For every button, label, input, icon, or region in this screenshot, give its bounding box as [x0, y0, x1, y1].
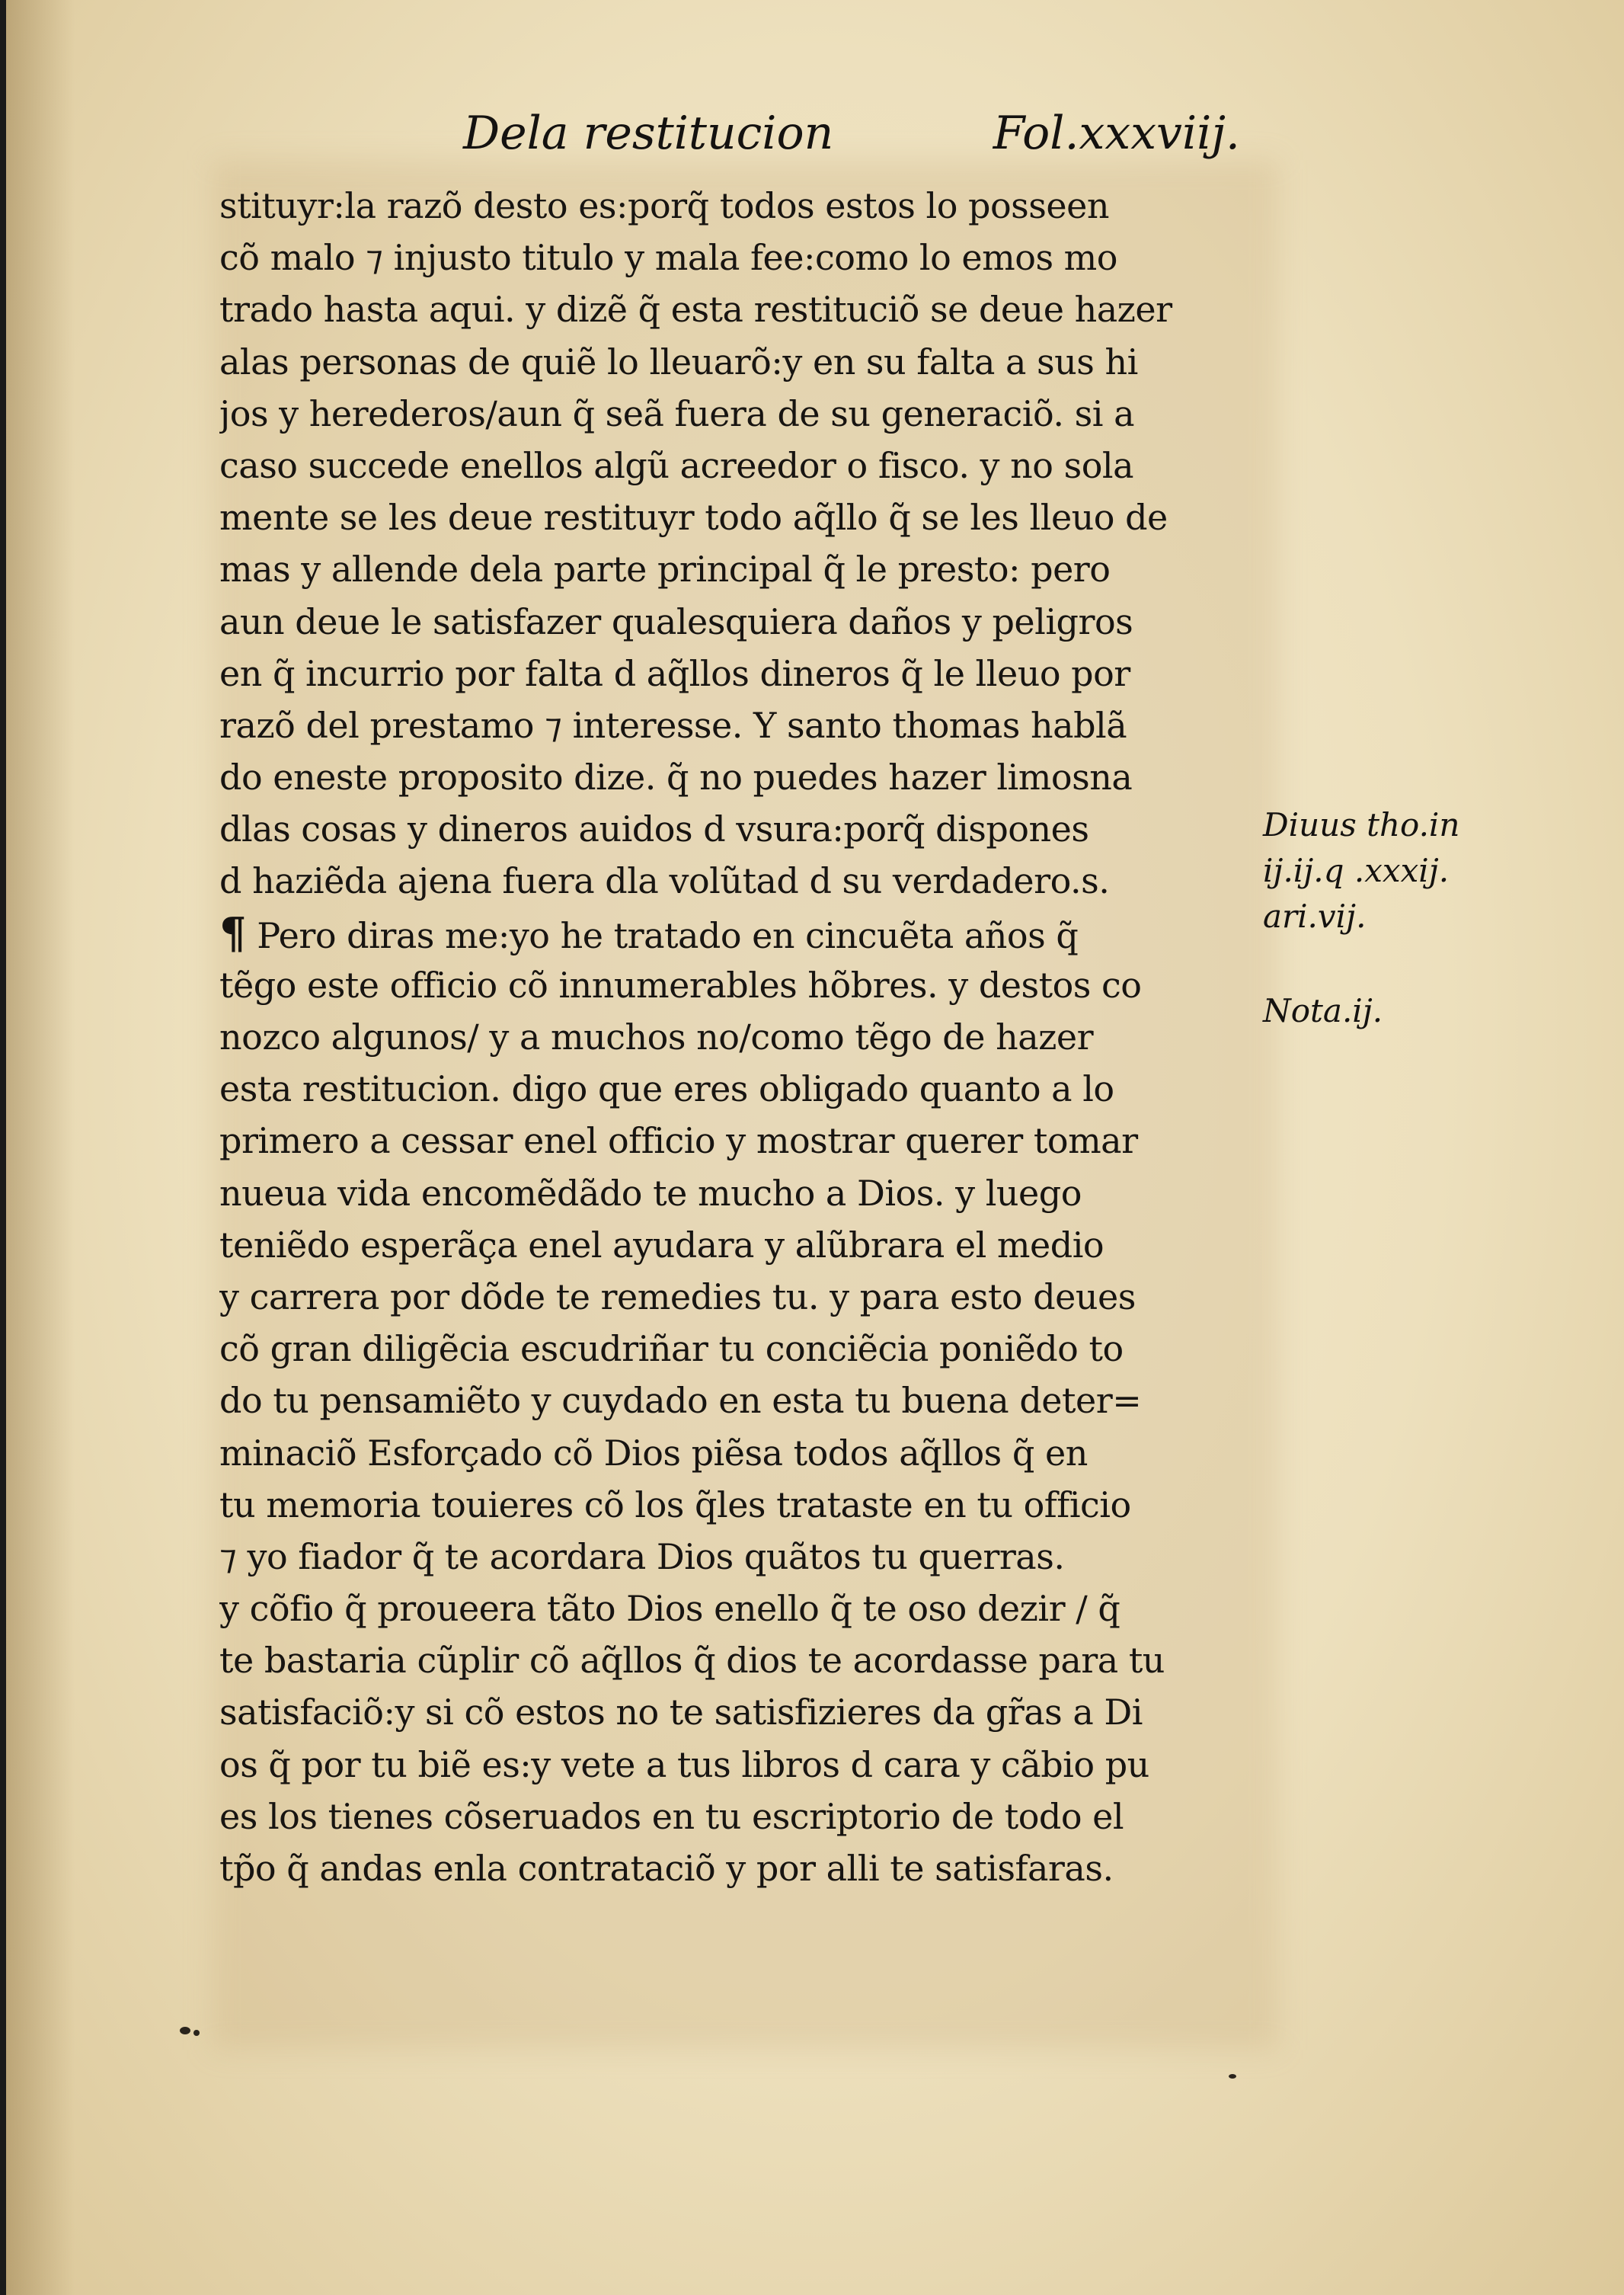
marginal-note: Nota.ij.: [1263, 992, 1383, 1029]
ink-speck: [193, 2030, 200, 2036]
text-line: mente se les deue restituyr todo aq̃llo q̃ se les lleuo de: [219, 497, 1168, 539]
text-line: te bastaria cũplir cõ aq̃llos q̃ dios te acordasse para tu: [219, 1640, 1165, 1682]
text-line: tẽgo este officio cõ innumerables hõbres. y destos co: [219, 964, 1142, 1006]
page-header: [463, 107, 1240, 175]
text-line: razõ del prestamo ⁊ interesse. Y santo thomas hablã: [219, 704, 1127, 746]
text-line: stituyr:la razõ desto es:porq̃ todos estos lo posseen: [219, 185, 1109, 226]
marginal-note: ij.ij.q .xxxij.: [1263, 852, 1450, 889]
text-line: do tu pensamiẽto y cuydado en esta tu buena deter=: [219, 1380, 1142, 1422]
text-line: do eneste proposito dize. q̃ no puedes hazer limosna: [219, 757, 1133, 799]
running-head: Dela restitucion: [463, 107, 834, 160]
text-line: trado hasta aqui. y dizẽ q̃ esta restituciõ se deue hazer: [219, 289, 1172, 331]
text-line: aun deue le satisfazer qualesquiera daños y peligros: [219, 600, 1133, 642]
text-line: y carrera por dõde te remedies tu. y para esto deues: [219, 1276, 1136, 1317]
text-line: en q̃ incurrio por falta d aq̃llos dineros q̃ le lleuo por: [219, 652, 1130, 694]
text-line: es los tienes cõseruados en tu escriptorio de todo el: [219, 1795, 1124, 1837]
text-line: mas y allende dela parte principal q̃ le presto: pero: [219, 549, 1111, 591]
text-line: minaciõ Esforçado cõ Dios piẽsa todos aq̃llos q̃ en: [219, 1432, 1088, 1474]
text-line: ⁊ yo fiador q̃ te acordara Dios quãtos tu querras.: [219, 1535, 1065, 1577]
text-line: tu memoria touieres cõ los q̃les trataste en tu officio: [219, 1484, 1131, 1525]
text-line-content: Pero diras me:yo he tratado en cincuẽta años q̃: [257, 914, 1079, 956]
text-line: teniẽdo esperãça enel ayudara y alũbrara el medio: [219, 1224, 1105, 1266]
book-page: [6, 0, 1624, 2295]
text-line: nozco algunos/ y a muchos no/como tẽgo de hazer: [219, 1016, 1094, 1058]
ink-speck: [180, 2027, 190, 2034]
ink-speck: [1229, 2074, 1236, 2079]
text-line: cõ gran diligẽcia escudriñar tu conciẽcia poniẽdo to: [219, 1328, 1124, 1370]
text-line: alas personas de quiẽ lo lleuarõ:y en su falta a sus hi: [219, 341, 1138, 382]
pilcrow-mark: ¶: [219, 907, 247, 959]
text-line: nueua vida encomẽdãdo te mucho a Dios. y luego: [219, 1172, 1082, 1214]
text-line: tp̃o q̃ andas enla contrataciõ y por alli te satisfaras.: [219, 1848, 1114, 1889]
marginal-note: ari.vij.: [1263, 898, 1367, 935]
text-line: caso succede enellos algũ acreedor o fisco. y no sola: [219, 444, 1134, 486]
text-line: esta restitucion. digo que eres obligado quanto a lo: [219, 1068, 1114, 1110]
text-line: os q̃ por tu biẽ es:y vete a tus libros d cara y cãbio pu: [219, 1743, 1149, 1785]
main-text-block: [219, 180, 1271, 1894]
text-line: dlas cosas y dineros auidos d vsura:porq̃ dispones: [219, 808, 1089, 850]
text-line: y cõfio q̃ proueera tãto Dios enello q̃ te oso dezir / q̃: [219, 1588, 1120, 1630]
folio-number: Fol.xxxviij.: [993, 107, 1240, 160]
text-line: cõ malo ⁊ injusto titulo y mala fee:como lo emos mo: [219, 237, 1117, 279]
text-line: satisfaciõ:y si cõ estos no te satisfizieres da gr̃as a Di: [219, 1692, 1143, 1733]
text-line: d haziẽda ajena fuera dla volũtad d su verdadero.s.: [219, 860, 1110, 902]
marginal-note: Diuus tho.in: [1263, 806, 1460, 843]
text-line: jos y herederos/aun q̃ seã fuera de su generaciõ. si a: [219, 392, 1135, 434]
paragraph-start-line: [219, 907, 1271, 959]
text-line: primero a cessar enel officio y mostrar querer tomar: [219, 1120, 1138, 1162]
